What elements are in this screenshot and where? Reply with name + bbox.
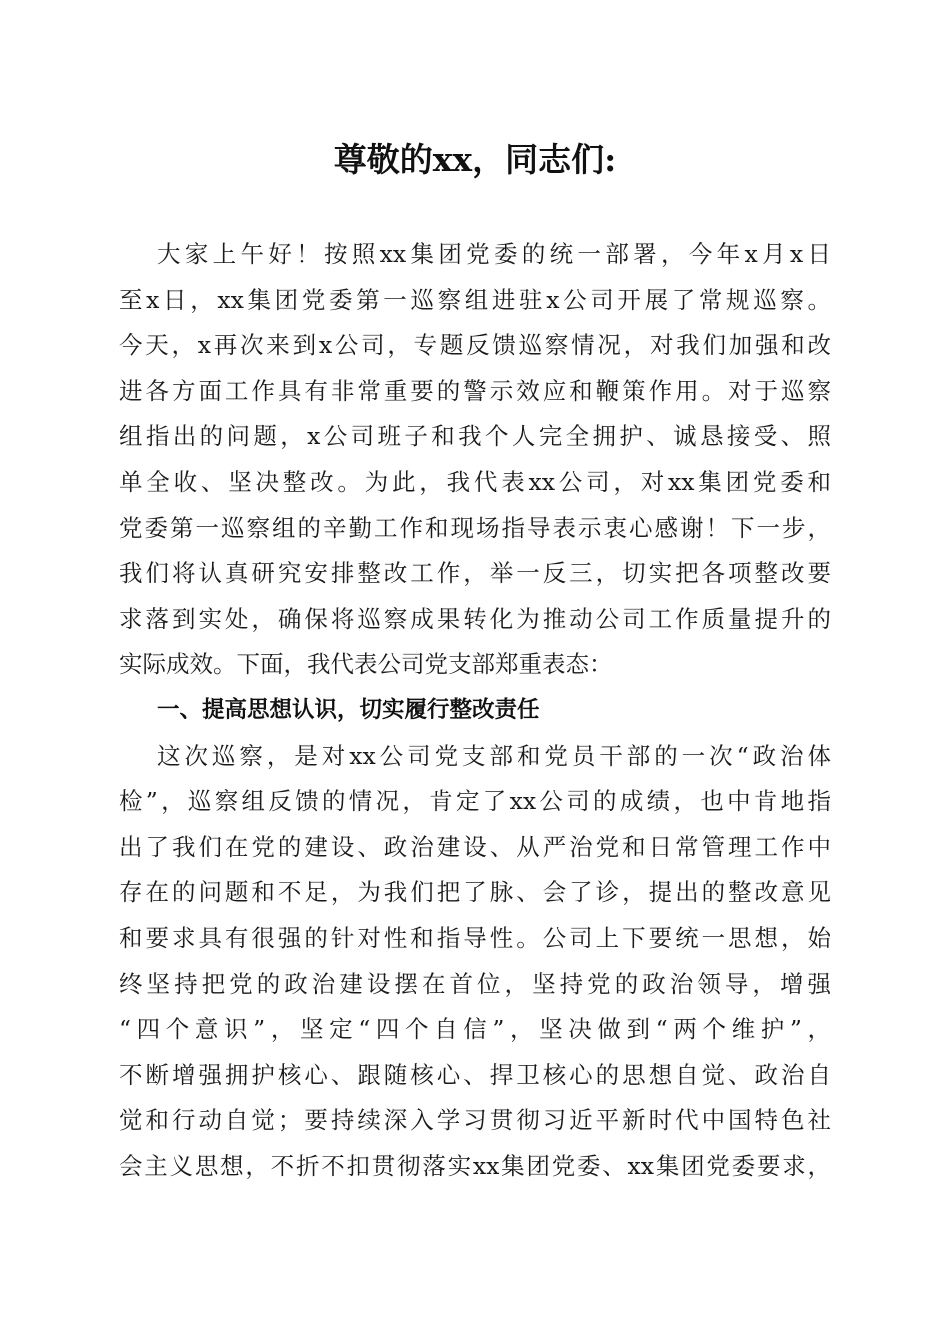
text-line: 觉和行动自觉；要持续深入学习贯彻习近平新时代中国特色社 — [119, 1106, 831, 1135]
text-line: “四个意识”，坚定“四个自信”，坚决做到“两个维护”， — [119, 1015, 831, 1044]
text-line: 实际成效。下面，我代表公司党支部郑重表态： — [119, 650, 613, 679]
text-line: 终坚持把党的政治建设摆在首位，坚持党的政治领导，增强 — [119, 969, 831, 998]
section-heading: 一、提高思想认识，切实履行整改责任 — [157, 696, 540, 723]
paragraph-1 — [119, 232, 831, 688]
text-line: 不断增强拥护核心、跟随核心、捍卫核心的思想自觉、政治自 — [119, 1060, 831, 1089]
text-line: 单全收、坚决整改。为此，我代表xx公司，对xx集团党委和 — [119, 467, 831, 496]
text-line: 大家上午好！按照xx集团党委的统一部署，今年x月x日 — [157, 240, 831, 268]
paragraph-2 — [119, 734, 831, 1190]
text-line: 进各方面工作具有非常重要的警示效应和鞭策作用。对于巡察 — [119, 376, 831, 405]
text-line: 今天，x再次来到x公司，专题反馈巡察情况，对我们加强和改 — [119, 331, 831, 360]
text-line: 和要求具有很强的针对性和指导性。公司上下要统一思想，始 — [119, 923, 831, 952]
text-line: 存在的问题和不足，为我们把了脉、会了诊，提出的整改意见 — [119, 878, 831, 907]
text-line: 求落到实处，确保将巡察成果转化为推动公司工作质量提升的 — [119, 604, 831, 633]
text-line: 出了我们在党的建设、政治建设、从严治党和日常管理工作中 — [119, 832, 831, 861]
text-line: 组指出的问题，x公司班子和我个人完全拥护、诚恳接受、照 — [119, 422, 831, 451]
text-line: 这次巡察，是对xx公司党支部和党员干部的一次“政治体 — [157, 741, 831, 770]
document-body — [119, 232, 831, 1189]
text-line: 党委第一巡察组的辛勤工作和现场指导表示衷心感谢！下一步， — [119, 513, 831, 542]
text-line: 至x日，xx集团党委第一巡察组进驻x公司开展了常规巡察。 — [119, 285, 831, 314]
text-line: 检”，巡察组反馈的情况，肯定了xx公司的成绩，也中肯地指 — [119, 787, 831, 816]
text-line: 会主义思想，不折不扣贯彻落实xx集团党委、xx集团党委要求， — [119, 1151, 831, 1180]
document-title: 尊敬的xx，同志们: — [333, 140, 617, 179]
text-line: 我们将认真研究安排整改工作，举一反三，切实把各项整改要 — [119, 559, 831, 588]
